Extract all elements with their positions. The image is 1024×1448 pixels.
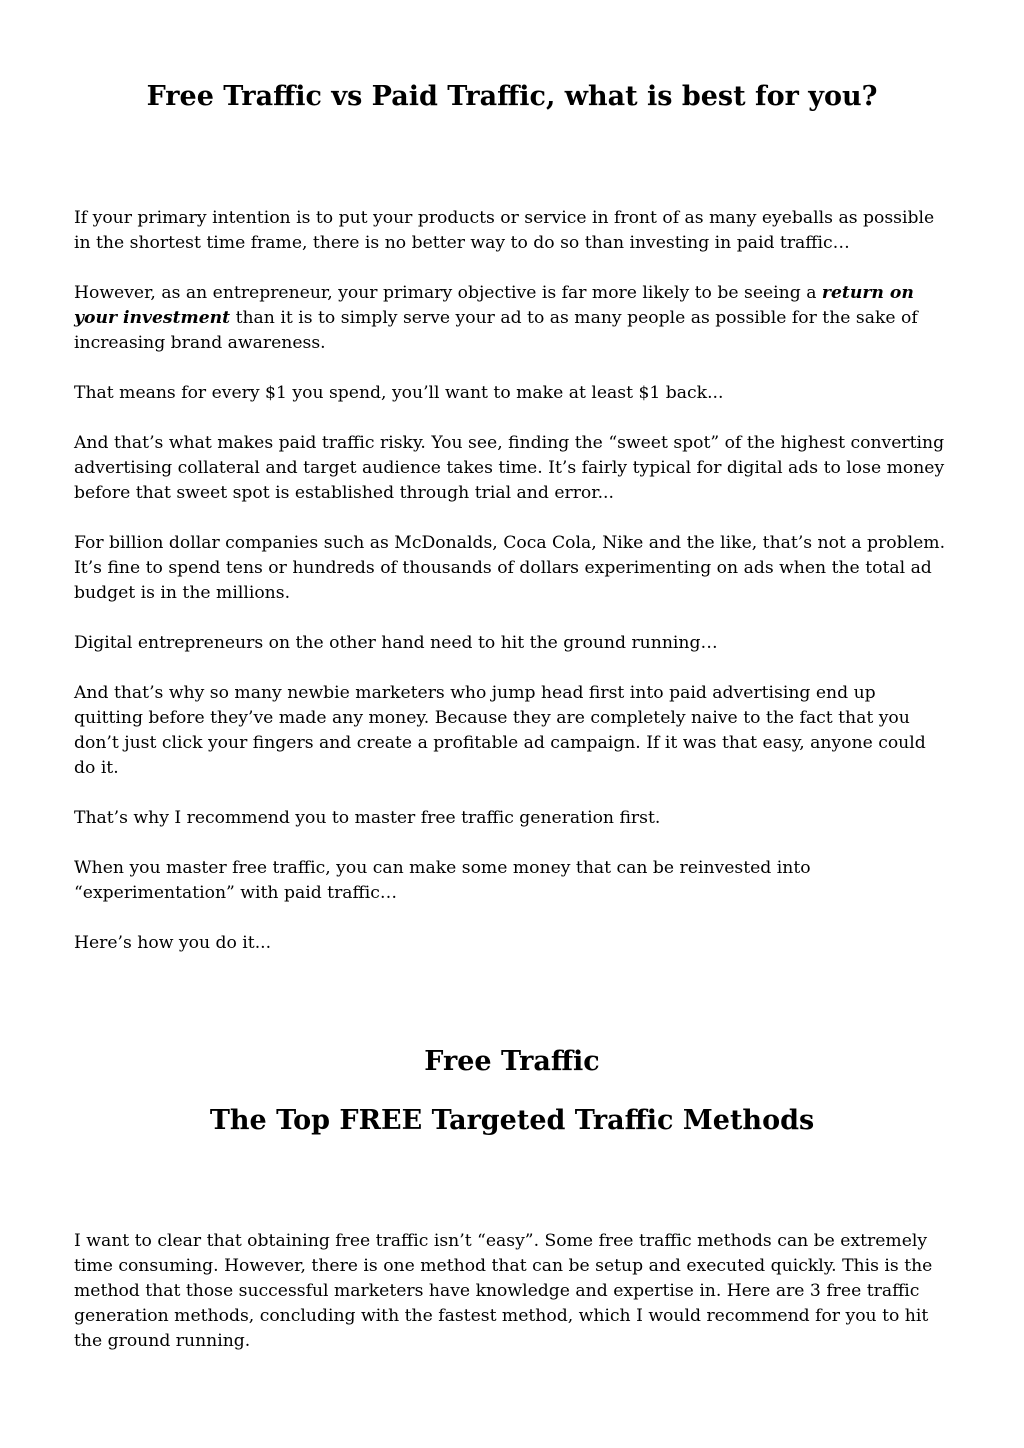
section-paragraph-1: I want to clear that obtaining free traffic isn’t “easy”. Some free traffic methods can be extremely time consuming. However, there is one method that can be setup and executed quickly. This is the method that those successful marketers have knowledge and expertise in. Here are 3 free traffic generation methods, concluding with the fastest method, which I would recommend for you to hit the ground running.	[74, 1231, 933, 1351]
free-traffic-heading-block	[74, 1045, 950, 1138]
free-traffic-section-body	[74, 1229, 950, 1354]
document-title: Free Traffic vs Paid Traffic, what is best for you?	[146, 81, 878, 112]
intro-paragraph-6: Digital entrepreneurs on the other hand need to hit the ground running…	[74, 633, 718, 653]
intro-paragraph-5: For billion dollar companies such as McDonalds, Coca Cola, Nike and the like, that’s not a problem. It’s fine to spend tens or hundreds of thousands of dollars experimenting on ads when the total ad budget is in the millions.	[74, 533, 946, 603]
intro-paragraph-7: And that’s why so many newbie marketers who jump head first into paid advertising end up quitting before they’ve made any money. Because they are completely naive to the fact that you don’t just click your fingers and create a profitable ad campaign. If it was that easy, anyone could do it.	[74, 683, 926, 778]
section-heading: Free Traffic	[424, 1046, 600, 1077]
intro-paragraph-10: Here’s how you do it...	[74, 933, 272, 953]
intro-paragraph-4: And that’s what makes paid traffic risky. You see, finding the “sweet spot” of the highest converting advertising collateral and target audience takes time. It’s fairly typical for digital ads to lose money before that sweet spot is established through trial and error...	[74, 433, 945, 503]
intro-paragraph-2-tail: than it is to simply serve your ad to as many people as possible for the sake of increasing brand awareness.	[74, 308, 918, 353]
intro-paragraph-2-lead: However, as an entrepreneur, your primary objective is far more likely to be seeing a	[74, 283, 822, 303]
intro-paragraph-1: If your primary intention is to put your products or service in front of as many eyeballs as possible in the shortest time frame, there is no better way to do so than investing in paid traffic…	[74, 208, 935, 253]
intro-paragraph-2	[74, 281, 950, 356]
intro-paragraph-9: When you master free traffic, you can make some money that can be reinvested into “experimentation” with paid traffic…	[74, 858, 811, 903]
intro-paragraph-8: That’s why I recommend you to master free traffic generation first.	[74, 808, 661, 828]
emphasized-phrase: return on your investment	[74, 283, 914, 328]
section-subheading: The Top FREE Targeted Traffic Methods	[209, 1105, 815, 1136]
intro-section	[74, 206, 950, 956]
intro-paragraph-3: That means for every $1 you spend, you’ll want to make at least $1 back...	[74, 383, 724, 403]
